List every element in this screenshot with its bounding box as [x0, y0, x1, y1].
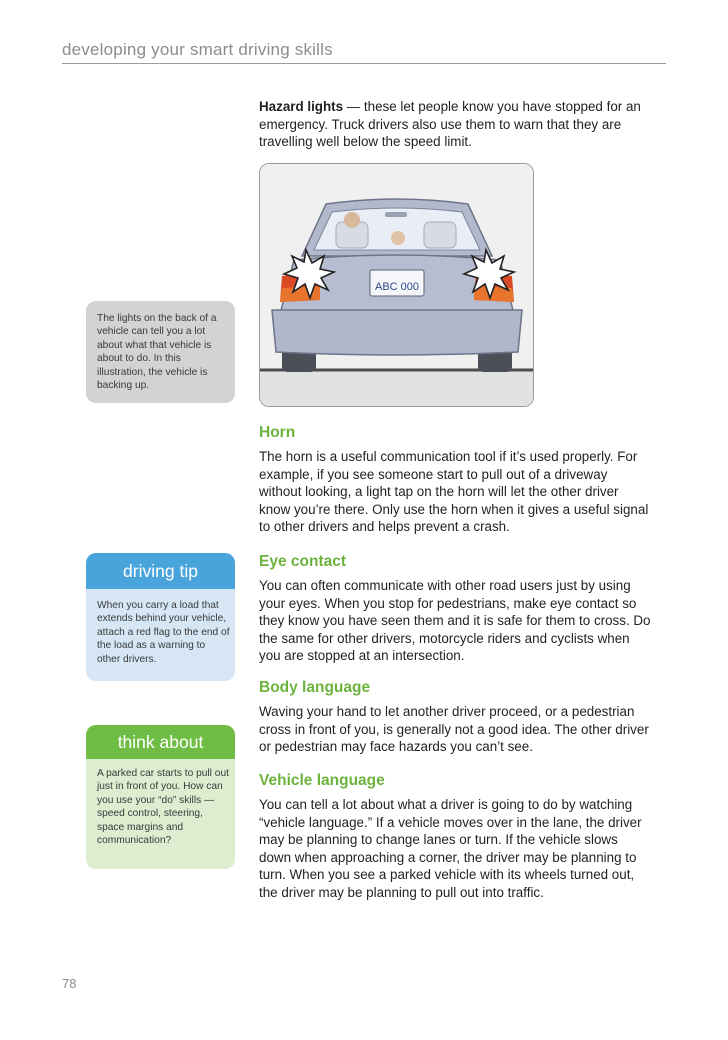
car-hazard-lights-illustration — [259, 163, 534, 407]
page-number: 78 — [62, 976, 77, 991]
driving-tip-text: When you carry a load that extends behind your vehicle, attach a red flag to the end of the load as a warning to other drivers. — [97, 600, 230, 665]
running-header: developing your smart driving skills — [62, 40, 333, 59]
horn-section — [259, 424, 651, 536]
vehicle-language-text: You can tell a lot about what a driver is going to do by watching “vehicle language.” If a vehicle moves over in the lane, the driver may be planning to change lanes or turn. If the vehicle slows down when approaching a corner, the driver may be planning to turn. When you see a parked vehicle with its wheels turned out, the driver may be planning to pull out into traffic. — [259, 797, 642, 900]
think-about-title: think about — [117, 732, 204, 752]
illustration-caption: The lights on the back of a vehicle can tell you a lot about what that vehicle is about to do. In this illustration, the vehicle is backing up. — [97, 313, 217, 392]
header-rule — [62, 63, 666, 64]
eye-contact-text: You can often communicate with other road users just by using your eyes. When you stop for pedestrians, make eye contact so they know you have seen them and it is safe for them to cross. Do the same for other drivers, motorcycle riders and cyclists when you are stopped at an intersection. — [259, 578, 651, 664]
think-about-box — [86, 725, 235, 869]
hazard-lights-lead: Hazard lights — [259, 99, 344, 114]
driving-tip-title: driving tip — [123, 561, 198, 581]
body-language-heading: Body language — [259, 679, 371, 696]
horn-heading: Horn — [259, 424, 296, 441]
horn-text: The horn is a useful communication tool if it’s used properly. For example, if you see someone start to pull out of a driveway without looking, a light tap on the horn will let the other driver know you’re there. Only use the horn when it gives a useful signal to other drivers and helps prevent a crash. — [259, 449, 649, 535]
illustration-caption-box — [86, 301, 235, 403]
hazard-lights-paragraph — [259, 98, 651, 151]
vehicle-language-section — [259, 772, 651, 902]
license-plate-text: ABC 000 — [374, 281, 420, 293]
hazard-lights-text: — these let people know you have stopped for an emergency. Truck drivers also use them to warn that they are travelling well below the speed limit. — [259, 99, 641, 150]
driving-tip-header — [86, 553, 235, 589]
eye-contact-heading: Eye contact — [259, 553, 347, 570]
body-language-section — [259, 679, 651, 756]
body-language-text: Waving your hand to let another driver proceed, or a pedestrian cross in front of you, is generally not a good idea. The other driver or pedestrian may face hazards you can’t see. — [259, 704, 649, 755]
eye-contact-section — [259, 553, 651, 665]
think-about-text: A parked car starts to pull out just in front of you. How can you use your “do” skills — speed control, steering, space margins and communication? — [97, 768, 229, 847]
vehicle-language-heading: Vehicle language — [259, 772, 385, 789]
driving-tip-box — [86, 553, 235, 681]
think-about-header — [86, 725, 235, 759]
